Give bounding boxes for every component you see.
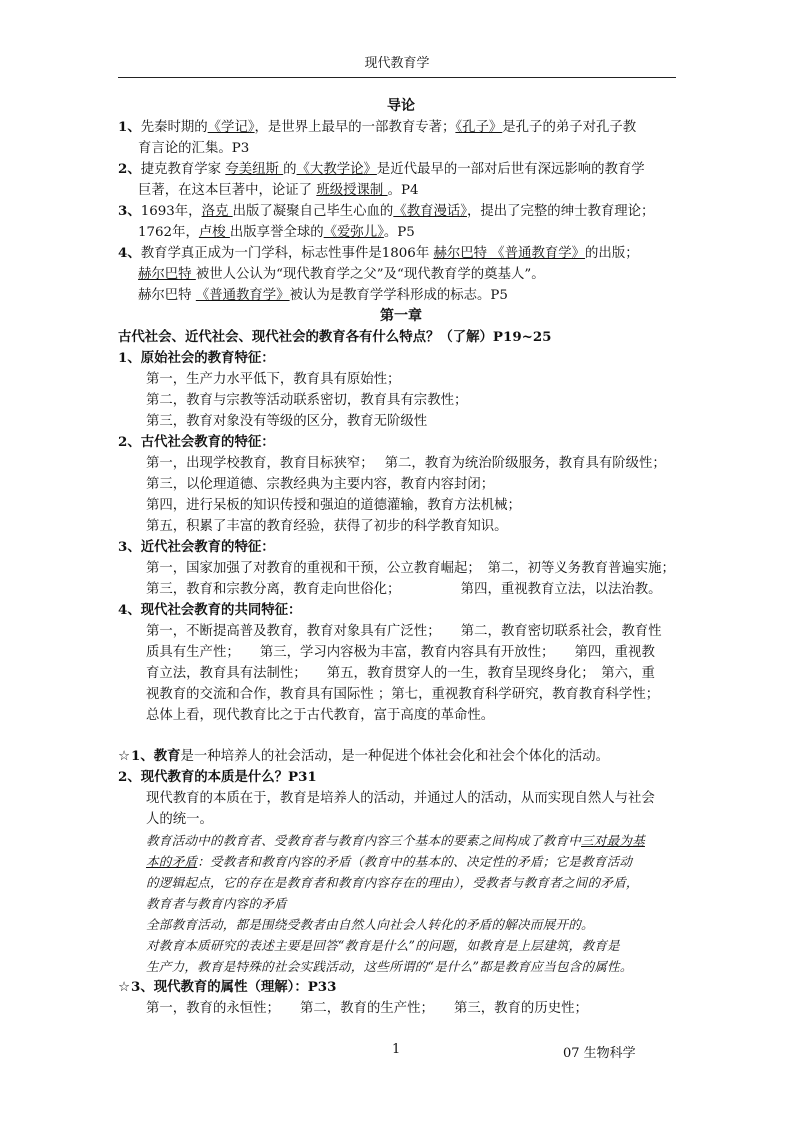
book-title: 《普通教育学》 <box>195 288 290 303</box>
list-item: 第三，教育对象没有等级的区分，教育无阶级性 <box>146 414 428 429</box>
intro-item-1 <box>118 117 684 138</box>
person-and-book: 赫尔巴特 《普通教育学》 <box>433 246 586 261</box>
list-item: 第一，生产力水平低下，教育具有原始性； <box>146 372 401 387</box>
page-number: 1 <box>392 1042 401 1057</box>
list-item: 质具有生产性； 第三，学习内容极为丰富，教育内容具有开放性； 第四，重视教 <box>146 645 655 660</box>
note-line: 全部教育活动，都是围绕受教者由自然人向社会人转化的矛盾的解决而展开的。 <box>146 917 594 932</box>
chapter-title: 第一章 <box>380 308 422 324</box>
intro-item-3-cont <box>118 222 684 243</box>
note-line <box>118 851 684 872</box>
text: ：受教者和教育内容的矛盾（教育中的基本的、决定性的矛盾；它是教育活动 <box>197 854 633 869</box>
text: 是孔子的弟子对孔子教 <box>502 120 637 135</box>
item-number: 4、 <box>118 245 141 261</box>
note-line: 教育者与教育内容的矛盾 <box>146 896 287 911</box>
key-term: 教育 <box>153 748 181 764</box>
item-number: 1、 <box>118 119 141 135</box>
item-number: 3、 <box>118 203 141 219</box>
list-item: 第一，教育的永恒性； 第二，教育的生产性； 第三，教育的历史性； <box>146 1001 588 1016</box>
document-body <box>118 96 684 1019</box>
book-title: 《爱弥儿》 <box>323 225 384 240</box>
text: 被世人公认为“现代教育学之父”及“现代教育学的奠基人”。 <box>195 267 545 282</box>
text: ，提出了完整的绅士教育理论； <box>466 204 655 219</box>
intro-item-3 <box>118 201 684 222</box>
list-item: 第一，国家加强了对教育的重视和干预，公立教育崛起； 第二，初等义务教育普遍实施； <box>146 561 675 576</box>
list-item: 总体上看，现代教育比之于古代教育，富于高度的革命性。 <box>146 708 495 723</box>
intro-item-4-line2 <box>118 264 684 285</box>
note-line: 对教育本质研究的表述主要是回答“教育是什么”的问题，如教育是上层建筑，教育是 <box>146 938 620 953</box>
book-title: 《学记》 <box>207 120 255 135</box>
intro-title: 导论 <box>387 98 415 114</box>
text: 的 <box>283 162 297 177</box>
text: 教育活动中的教育者、受教育者与教育内容三个基本的要素之间构成了教育中 <box>146 833 581 848</box>
note-line <box>118 830 684 851</box>
key-term: 三对最为基 <box>581 833 645 848</box>
list-item: 育立法，教育具有法制性； 第五，教育贯穿人的一生，教育呈现终身化； 第六，重 <box>146 666 655 681</box>
key-term: 班级授课制 <box>316 183 388 198</box>
chapter-question: 古代社会、近代社会、现代社会的教育各有什么特点？（了解）P19~25 <box>118 329 552 345</box>
intro-item-4-line3 <box>118 285 684 306</box>
text: 是近代最早的一部对后世有深远影响的教育学 <box>376 162 645 177</box>
text: 出版享誉全球的 <box>229 225 324 240</box>
list-item: 第四，进行呆板的知识传授和强迫的道德灌输，教育方法机械； <box>146 498 521 513</box>
person-name: 夸美纽斯 <box>225 162 284 177</box>
point-3-heading <box>118 977 684 998</box>
paragraph-line: 人的统一。 <box>146 812 213 827</box>
person-name: 赫尔巴特 <box>138 267 196 282</box>
section-heading: 2、古代社会教育的特征： <box>118 434 275 450</box>
text: 1762年， <box>138 225 199 240</box>
item-number: 2、 <box>118 161 141 177</box>
point-1 <box>118 746 684 767</box>
intro-item-2-cont <box>118 180 684 201</box>
point-2-heading: 2、现代教育的本质是什么？P31 <box>118 769 317 785</box>
text: 先秦时期的 <box>140 120 208 135</box>
section-heading: 1、原始社会的教育特征： <box>118 350 275 366</box>
item-number: 1、 <box>131 748 154 764</box>
intro-item-1-cont: 育言论的汇集。P3 <box>138 141 250 156</box>
list-item: 第二，教育与宗教等活动联系密切，教育具有宗教性； <box>146 393 468 408</box>
footer-label: 07 生物科学 <box>563 1046 636 1061</box>
section-heading: 4、现代社会教育的共同特征： <box>118 602 302 618</box>
person-name: 洛克 <box>201 204 233 219</box>
paragraph-line: 现代教育的本质在于，教育是培养人的活动，并通过人的活动，从而实现自然人与社会 <box>146 791 655 806</box>
star-icon: ☆ <box>118 980 131 995</box>
text: 1693年， <box>140 204 202 219</box>
intro-item-2 <box>118 159 684 180</box>
text: 的出版； <box>585 246 639 261</box>
text: 出版了凝聚自己毕生心血的 <box>232 204 394 219</box>
person-name: 卢梭 <box>198 225 230 240</box>
person-name: 赫尔巴特 <box>138 288 196 303</box>
text: 。P4 <box>387 183 419 198</box>
list-item: 第一，不断提高普及教育，教育对象具有广泛性； 第二，教育密切联系社会，教育性 <box>146 624 662 639</box>
list-item: 第五，积累了丰富的教育经验，获得了初步的科学教育知识。 <box>146 519 508 534</box>
list-item: 第三，教育和宗教分离，教育走向世俗化； 第四，重视教育立法，以法治教。 <box>146 582 662 597</box>
list-item: 视教育的交流和合作，教育具有国际性 ；第七，重视教育科学研究，教育教育科学性； <box>146 687 660 702</box>
key-term: 本的矛盾 <box>146 854 198 869</box>
text: 被认为是教育学学科形成的标志。P5 <box>289 288 508 303</box>
text: 捷克教育学家 <box>140 162 226 177</box>
header-title: 现代教育学 <box>364 56 430 71</box>
page-header <box>118 52 676 78</box>
list-item: 第一，出现学校教育，教育目标狭窄； 第二，教育为统治阶级服务，教育具有阶级性； <box>146 456 666 471</box>
text: 教育学真正成为一门学科，标志性事件是1806年 <box>140 246 434 261</box>
text: 。P5 <box>383 225 415 240</box>
book-title: 《大教学论》 <box>296 162 377 177</box>
text: 巨著，在这本巨著中，论证了 <box>138 183 317 198</box>
note-line: 生产力，教育是特殊的社会实践活动，这些所谓的“是什么”都是教育应当包含的属性。 <box>146 959 633 974</box>
spacer <box>118 726 684 746</box>
list-item: 第三，以伦理道德、宗教经典为主要内容，教育内容封闭； <box>146 477 495 492</box>
book-title: 《教育漫话》 <box>393 204 467 219</box>
star-icon: ☆ <box>118 749 131 764</box>
intro-item-4 <box>118 243 684 264</box>
section-heading: 3、近代社会教育的特征： <box>118 539 275 555</box>
heading-text: 3、现代教育的属性（理解）：P33 <box>131 979 337 995</box>
text: 是一种培养人的社会活动，是一种促进个体社会化和社会个体化的活动。 <box>180 749 610 764</box>
book-title: 《孔子》 <box>455 120 503 135</box>
note-line: 的逻辑起点，它的存在是教育者和教育内容存在的理由），受教者与教育者之间的矛盾， <box>146 875 639 890</box>
text: ，是世界上最早的一部教育专著； <box>254 120 456 135</box>
